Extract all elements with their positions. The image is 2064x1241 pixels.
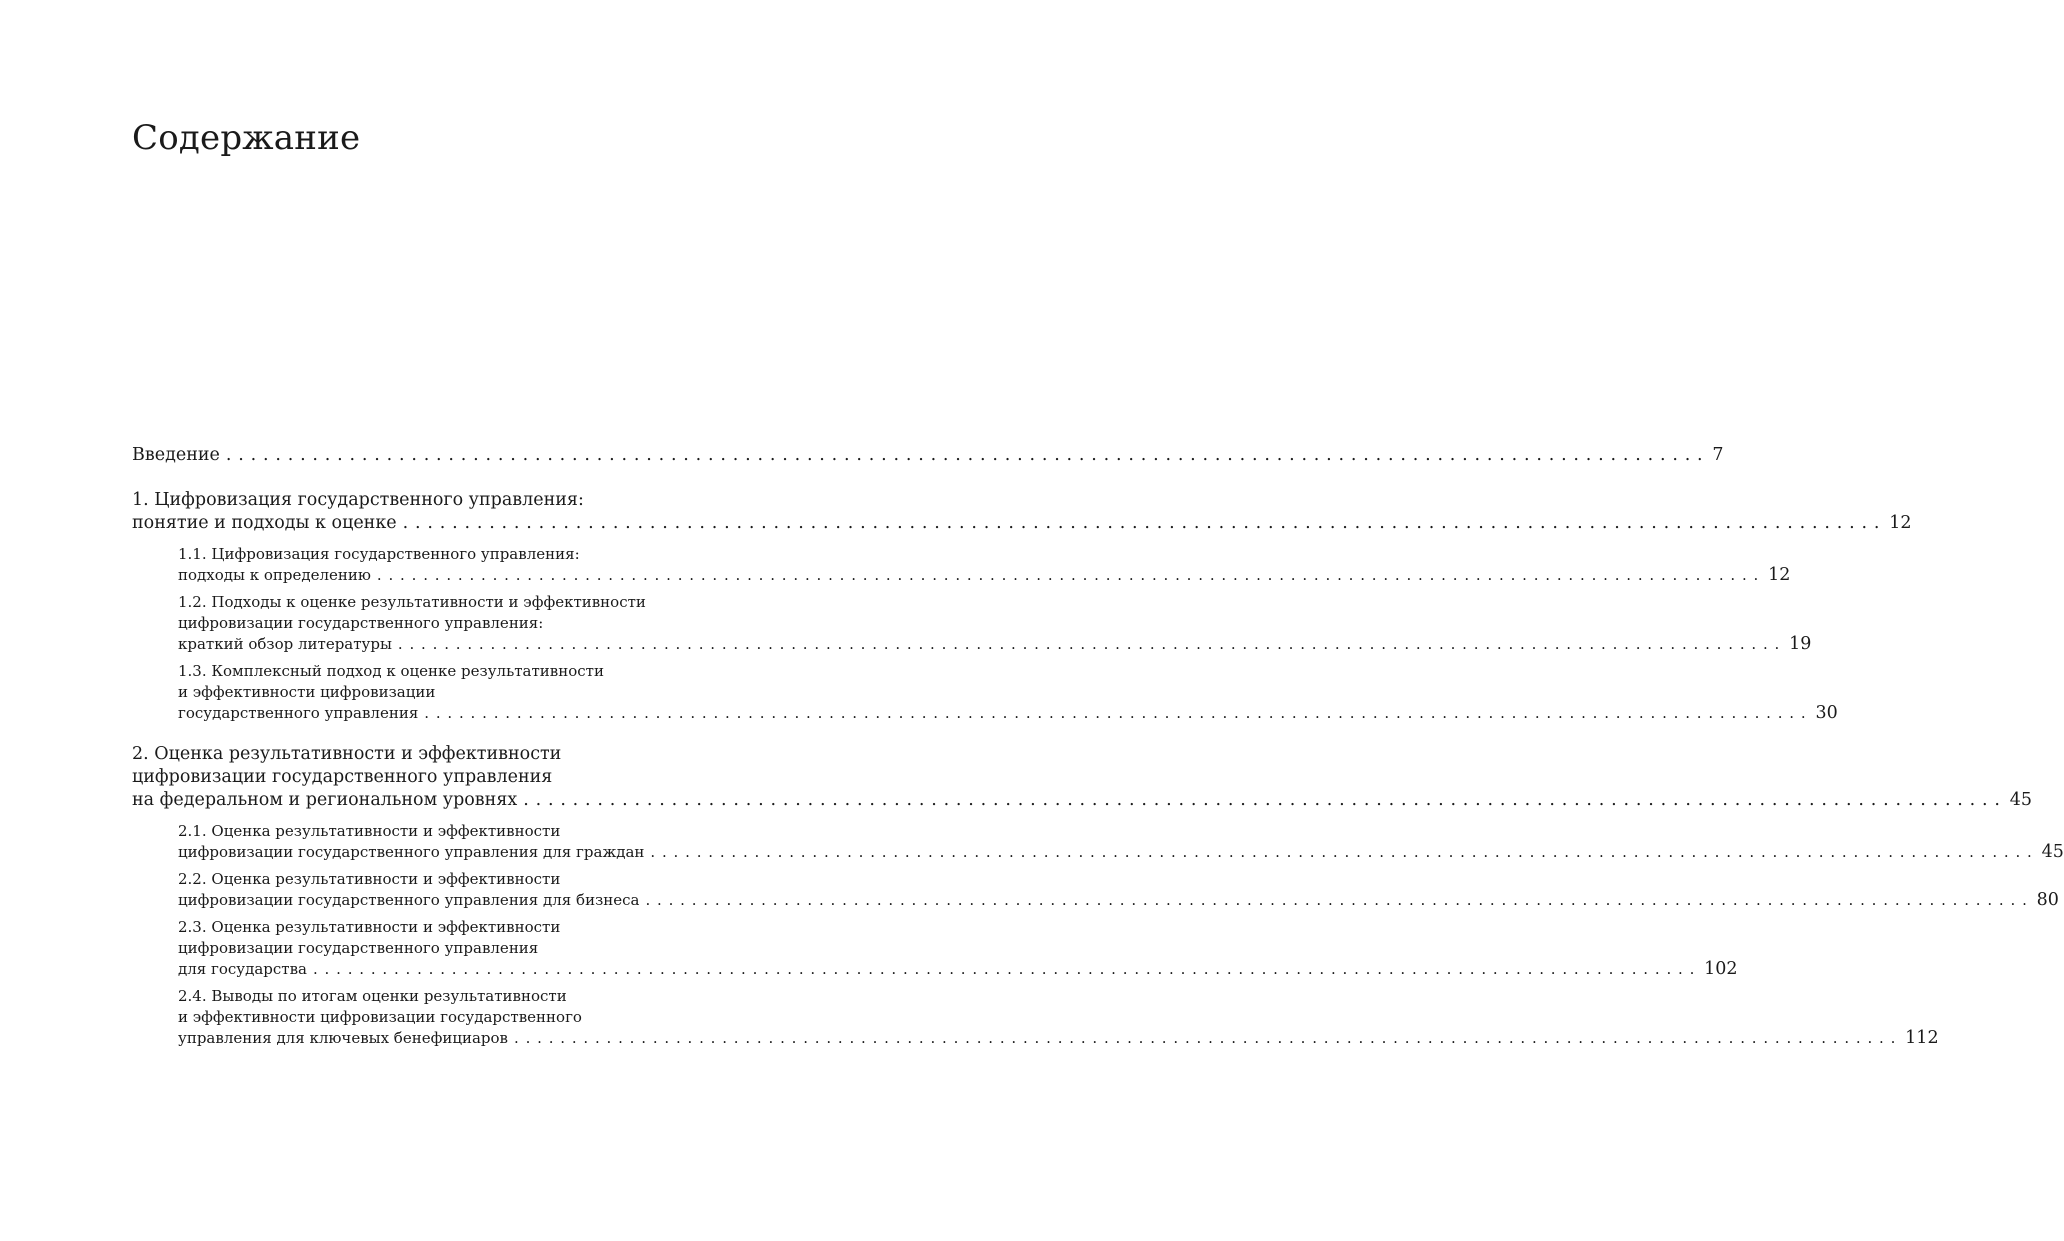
toc-entry-title: цифровизации государственного управления для граждан [178, 843, 645, 861]
page-title: Содержание [132, 118, 361, 158]
toc-entry-title: 2.2. Оценка результативности и эффективности [178, 870, 561, 888]
toc-page-number: 7 [1712, 445, 1724, 465]
dot-leader: ........................................................................................................................ [225, 445, 1710, 465]
dot-leader: ........................................................................................................................ [645, 891, 2034, 909]
toc-entry-title: 1.1. Цифровизация государственного управления: [178, 545, 580, 563]
toc-page-number: 19 [1789, 634, 1812, 654]
dot-leader: ........................................................................................................................ [397, 635, 1787, 653]
toc-entry-title: Введение [132, 445, 220, 465]
toc-page-number: 112 [1905, 1028, 1939, 1048]
toc-entry-title: 1.3. Комплексный подход к оценке результативности [178, 662, 604, 680]
toc-entry-title: 1. Цифровизация государственного управления: [132, 490, 584, 510]
toc-page-number: 12 [1889, 513, 1912, 533]
toc-entry-title: цифровизации государственного управления для бизнеса [178, 891, 640, 909]
toc-entry-section-2-4[interactable] [178, 986, 1939, 1049]
toc-entry-section-1-3[interactable] [178, 661, 1838, 724]
toc-entry-title: краткий обзор литературы [178, 635, 392, 653]
dot-leader: ........................................................................................................................ [376, 566, 1766, 584]
toc-entry-section-1-2[interactable] [178, 592, 1812, 655]
toc-entry-title: 2.1. Оценка результативности и эффективности [178, 822, 561, 840]
toc-entry-section-2-1[interactable] [178, 821, 2064, 863]
toc-entry-title: 1.2. Подходы к оценке результативности и эффективности [178, 593, 646, 611]
toc-entry-title: для государства [178, 960, 307, 978]
toc-entry-title: цифровизации государственного управления [132, 767, 553, 787]
dot-leader: ........................................................................................................................ [312, 960, 1702, 978]
table-of-contents [132, 444, 2064, 1049]
toc-entry-title: цифровизации государственного управления [178, 939, 539, 957]
toc-entry-section-2-3[interactable] [178, 917, 1738, 980]
toc-entry-title: управления для ключевых бенефициаров [178, 1029, 508, 1047]
toc-page-number: 45 [2041, 842, 2064, 862]
dot-leader: ........................................................................................................................ [514, 1029, 1903, 1047]
toc-entry-title: 2.4. Выводы по итогам оценки результативности [178, 987, 567, 1005]
toc-page-number: 45 [2009, 790, 2033, 810]
toc-page-number: 30 [1815, 703, 1838, 723]
dot-leader: ........................................................................................................................ [523, 790, 2007, 810]
toc-page-number: 12 [1768, 565, 1791, 585]
toc-page-number: 102 [1704, 959, 1738, 979]
dot-leader: ........................................................................................................................ [424, 704, 1813, 722]
dot-leader: ........................................................................................................................ [402, 513, 1887, 533]
toc-entry-title: 2. Оценка результативности и эффективности [132, 744, 562, 764]
toc-entry-title: подходы к определению [178, 566, 371, 584]
toc-entry-title: цифровизации государственного управления: [178, 614, 544, 632]
toc-entry-chapter-2[interactable] [132, 743, 2033, 812]
toc-entry-title: и эффективности цифровизации [178, 683, 436, 701]
toc-entry-title: государственного управления [178, 704, 419, 722]
toc-entry-section-1-1[interactable] [178, 544, 1791, 586]
toc-entry-title: понятие и подходы к оценке [132, 513, 397, 533]
toc-entry-title: и эффективности цифровизации государственного [178, 1008, 582, 1026]
dot-leader: ........................................................................................................................ [650, 843, 2039, 861]
toc-entry-section-2-2[interactable] [178, 869, 2059, 911]
toc-entry-intro[interactable] [132, 444, 1724, 467]
toc-entry-title: 2.3. Оценка результативности и эффективности [178, 918, 561, 936]
toc-entry-title: на федеральном и региональном уровнях [132, 790, 518, 810]
toc-page-number: 80 [2036, 890, 2059, 910]
toc-entry-chapter-1[interactable] [132, 489, 1912, 535]
